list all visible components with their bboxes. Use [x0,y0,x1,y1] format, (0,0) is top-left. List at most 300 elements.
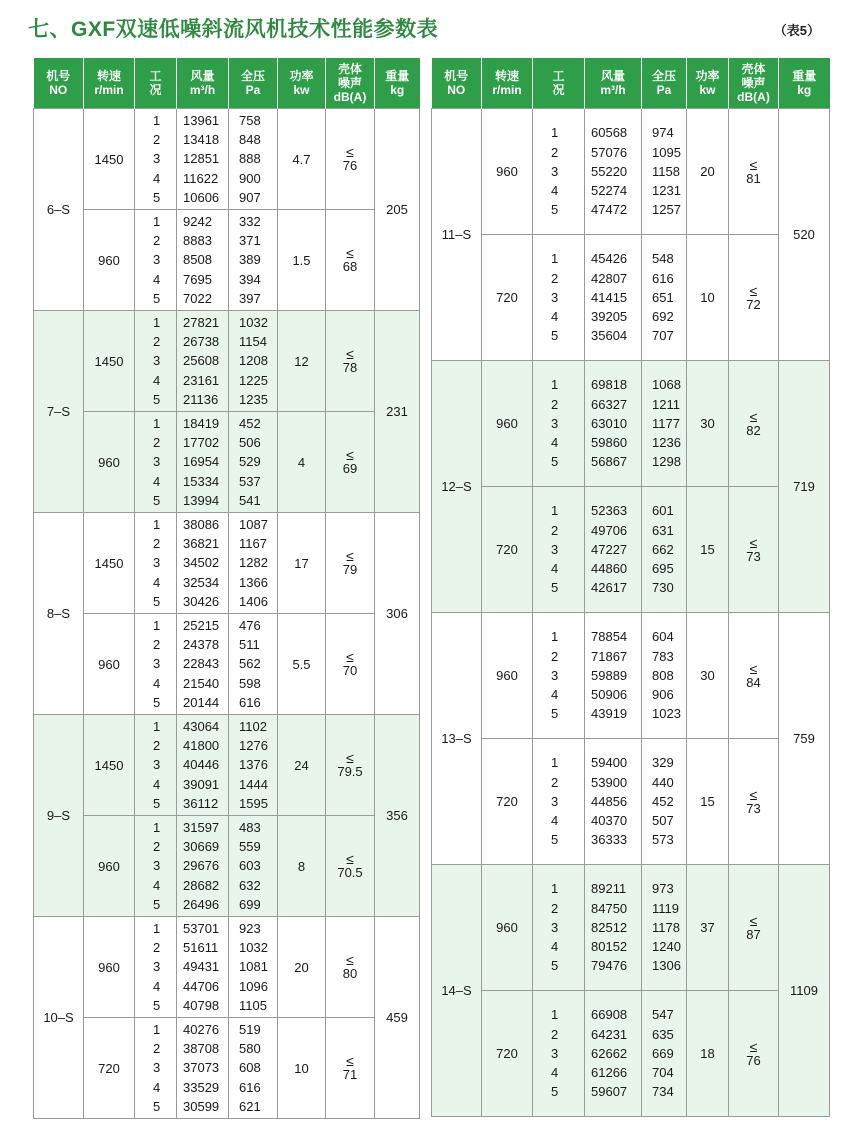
condition-value: 5 [551,1084,559,1100]
noise-value-wrap [746,914,760,942]
table-row [432,235,830,361]
airflow-value: 89211 [591,881,627,897]
speed-cell: 1450 [84,513,135,614]
airflow-value: 13961 [183,112,220,128]
noise-cell [729,235,779,361]
airflow-value: 59607 [591,1084,628,1100]
airflow-list [177,210,229,311]
header-power: 功率 kw [687,58,729,109]
condition-value: 5 [153,189,161,205]
noise-le-symbol: ≤ [346,1053,354,1069]
airflow-value: 55220 [591,163,628,179]
pressure-value: 632 [239,877,261,893]
airflow-list [177,715,229,816]
pressure-value: 662 [652,541,674,557]
airflow-value: 59860 [591,435,628,451]
table-row [432,109,830,235]
noise-cell [729,361,779,487]
condition-value: 2 [551,648,559,664]
condition-value: 1 [551,125,559,141]
table-row [34,311,420,412]
condition-value: 5 [153,593,161,609]
airflow-list [585,361,642,487]
table-row [34,614,420,715]
model-cell: 9–S [34,715,84,917]
airflow-value: 66908 [591,1007,628,1023]
header-condition: 工 况 [135,58,177,109]
condition-list [533,991,585,1117]
pressure-value: 1406 [239,593,268,609]
condition-value: 1 [153,112,161,128]
condition-value: 4 [551,1065,559,1081]
pressure-value: 1240 [652,939,681,955]
airflow-value: 27821 [183,314,220,330]
airflow-value: 45426 [591,251,628,267]
airflow-value: 9242 [183,213,212,229]
condition-list [533,235,585,361]
pressure-value: 452 [652,793,674,809]
airflow-value: 31597 [183,819,220,835]
noise-le-symbol: ≤ [749,408,758,425]
airflow-value: 49706 [591,522,628,538]
noise-value: 78 [342,360,358,375]
airflow-value: 38708 [183,1041,220,1057]
airflow-value: 69818 [591,377,628,393]
airflow-value: 57076 [591,144,628,160]
table-row [432,613,830,739]
condition-list [135,412,177,513]
noise-le-symbol: ≤ [346,346,354,362]
noise-value-wrap [746,410,760,438]
airflow-value: 71867 [591,648,628,664]
condition-value: 2 [153,334,161,350]
pressure-value: 906 [652,687,674,703]
pressure-list [229,816,278,917]
noise-value: 72 [746,296,761,312]
model-cell: 10–S [34,917,84,1119]
airflow-value: 51611 [183,940,219,956]
noise-le-symbol: ≤ [346,144,354,160]
condition-value: 1 [551,251,559,267]
condition-value: 3 [551,793,559,809]
airflow-value: 60568 [591,125,628,141]
header-model: 机号 NO [34,58,84,109]
pressure-value: 329 [652,755,674,771]
pressure-value: 601 [652,503,674,519]
condition-value: 3 [153,858,161,874]
condition-value: 4 [551,309,559,325]
header-speed: 转速 r/min [84,58,135,109]
condition-value: 2 [153,233,161,249]
pressure-value: 1023 [652,706,681,722]
condition-value: 3 [153,1060,161,1076]
noise-value-wrap [343,145,357,173]
condition-list [135,109,177,210]
condition-value: 4 [153,978,161,994]
spec-table-right [431,58,830,1117]
condition-value: 5 [153,694,161,710]
condition-value: 2 [153,1041,161,1057]
table-row [432,361,830,487]
speed-cell: 960 [482,865,533,991]
condition-value: 1 [153,415,161,431]
noise-le-symbol: ≤ [749,912,758,929]
pressure-value: 651 [652,289,674,305]
pressure-value: 631 [652,522,674,538]
airflow-value: 59400 [591,755,628,771]
condition-value: 5 [153,896,161,912]
header-condition: 工 况 [533,58,585,109]
condition-value: 4 [551,939,559,955]
speed-cell: 1450 [84,311,135,412]
condition-value: 5 [551,454,559,470]
noise-value-wrap [337,852,362,880]
pressure-value: 1208 [239,353,268,369]
condition-value: 2 [551,144,559,160]
condition-list [533,865,585,991]
airflow-value: 59889 [591,667,628,683]
speed-cell: 720 [482,235,533,361]
model-cell: 11–S [432,109,482,361]
airflow-value: 11622 [183,170,219,186]
condition-value: 4 [153,473,161,489]
pressure-list [229,715,278,816]
weight-cell: 759 [779,613,830,865]
condition-value: 1 [153,819,161,835]
header-weight: 重量 kg [779,58,830,109]
airflow-value: 26496 [183,896,220,912]
model-cell: 8–S [34,513,84,715]
condition-value: 2 [153,435,161,451]
noise-le-symbol: ≤ [346,447,354,463]
pressure-value: 452 [239,415,261,431]
airflow-value: 56867 [591,454,628,470]
pressure-value: 616 [239,1079,261,1095]
pressure-value: 1068 [652,377,681,393]
condition-value: 4 [551,687,559,703]
condition-value: 3 [153,454,161,470]
pressure-value: 1154 [239,334,267,350]
airflow-value: 18419 [183,415,220,431]
pressure-value: 537 [239,473,261,489]
condition-value: 4 [551,561,559,577]
condition-value: 2 [551,522,559,538]
pressure-value: 974 [652,125,674,141]
noise-cell [326,311,375,412]
noise-le-symbol: ≤ [346,952,354,968]
pressure-value: 1102 [239,718,267,734]
airflow-value: 17702 [183,435,220,451]
noise-value-wrap [746,1040,760,1068]
condition-value: 1 [153,213,161,229]
condition-value: 5 [153,492,161,508]
pressure-value: 1032 [239,314,268,330]
noise-value: 76 [746,1052,761,1068]
power-cell: 1.5 [278,210,326,311]
pressure-value: 604 [652,629,674,645]
airflow-value: 29676 [183,858,220,874]
pressure-value: 608 [239,1060,261,1076]
table-row [432,991,830,1117]
condition-value: 3 [153,353,161,369]
airflow-value: 78854 [591,629,628,645]
pressure-value: 888 [239,151,261,167]
power-cell: 30 [687,361,729,487]
table-row [34,210,420,311]
airflow-list [177,109,229,210]
condition-value: 3 [153,555,161,571]
airflow-value: 53900 [591,774,628,790]
pressure-value: 1095 [652,144,681,160]
airflow-value: 36112 [183,795,219,811]
condition-value: 4 [153,574,161,590]
pressure-value: 704 [652,1065,674,1081]
airflow-value: 47227 [591,541,628,557]
power-cell: 30 [687,613,729,739]
speed-cell: 1450 [84,715,135,816]
power-cell: 18 [687,991,729,1117]
weight-cell: 459 [375,917,420,1119]
condition-value: 2 [551,396,559,412]
model-cell: 12–S [432,361,482,613]
condition-list [135,311,177,412]
noise-le-symbol: ≤ [749,786,758,803]
noise-value: 82 [746,422,761,438]
noise-value-wrap [343,650,357,678]
airflow-value: 39205 [591,309,628,325]
pressure-value: 559 [239,839,261,855]
noise-cell [326,210,375,311]
noise-value: 79 [342,562,358,577]
pressure-list [642,109,687,235]
weight-cell: 356 [375,715,420,917]
noise-cell [326,816,375,917]
pressure-value: 1276 [239,738,268,754]
weight-cell: 306 [375,513,420,715]
noise-cell [729,991,779,1117]
condition-value: 1 [551,629,559,645]
condition-value: 1 [153,516,161,532]
pressure-value: 900 [239,170,261,186]
pressure-value: 1087 [239,516,268,532]
airflow-value: 21540 [183,675,220,691]
airflow-value: 28682 [183,877,220,893]
noise-value-wrap [746,788,760,816]
airflow-list [177,311,229,412]
table-row [34,1018,420,1119]
noise-value: 80 [342,966,358,981]
condition-value: 5 [551,580,559,596]
noise-cell [326,109,375,210]
airflow-value: 44706 [183,978,220,994]
table-header-row [34,58,420,109]
table-row [34,715,420,816]
noise-le-symbol: ≤ [749,660,758,677]
airflow-value: 24378 [183,637,220,653]
airflow-value: 38086 [183,516,220,532]
airflow-value: 36333 [591,832,628,848]
airflow-value: 16954 [183,454,220,470]
header-pressure: 全压 Pa [642,58,687,109]
speed-cell: 960 [482,361,533,487]
condition-value: 3 [551,667,559,683]
condition-value: 4 [551,183,559,199]
airflow-value: 43064 [183,718,220,734]
pressure-value: 389 [239,252,261,268]
airflow-list [585,991,642,1117]
airflow-value: 47472 [591,202,628,218]
noise-le-symbol: ≤ [346,750,354,766]
airflow-value: 30426 [183,593,220,609]
pressure-value: 1298 [652,454,681,470]
noise-value-wrap [746,536,760,564]
airflow-value: 53701 [183,920,220,936]
pressure-value: 734 [652,1084,674,1100]
pressure-list [229,109,278,210]
pressure-value: 730 [652,580,674,596]
airflow-value: 40798 [183,997,220,1013]
pressure-value: 476 [239,617,261,633]
pressure-list [642,235,687,361]
airflow-value: 13418 [183,132,220,148]
airflow-value: 50906 [591,687,628,703]
power-cell: 15 [687,739,729,865]
condition-value: 4 [153,675,161,691]
condition-list [135,917,177,1018]
noise-value: 79.5 [337,764,363,779]
condition-value: 4 [551,813,559,829]
table-row [432,487,830,613]
pressure-value: 541 [239,492,261,508]
power-cell: 4.7 [278,109,326,210]
model-cell: 7–S [34,311,84,513]
noise-value-wrap [343,448,357,476]
spec-table-left [33,58,420,1119]
condition-value: 5 [551,958,559,974]
weight-cell: 231 [375,311,420,513]
condition-list [533,109,585,235]
noise-value-wrap [343,246,357,274]
weight-cell: 1109 [779,865,830,1117]
table-row [34,109,420,210]
condition-value: 5 [551,832,559,848]
condition-value: 3 [551,289,559,305]
pressure-value: 580 [239,1041,261,1057]
condition-value: 2 [551,270,559,286]
noise-cell [326,917,375,1018]
airflow-value: 52363 [591,503,628,519]
condition-value: 5 [153,997,161,1013]
pressure-value: 529 [239,454,261,470]
condition-value: 1 [153,718,161,734]
condition-value: 1 [153,1021,161,1037]
pressure-value: 1032 [239,940,268,956]
condition-value: 1 [551,377,559,393]
pressure-value: 511 [239,637,260,653]
airflow-value: 63010 [591,415,628,431]
airflow-value: 34502 [183,555,220,571]
airflow-list [585,739,642,865]
speed-cell: 960 [482,613,533,739]
pressure-value: 1306 [652,958,681,974]
condition-value: 4 [153,170,161,186]
airflow-value: 15334 [183,473,220,489]
pressure-value: 562 [239,656,261,672]
pressure-value: 692 [652,309,674,325]
noise-value-wrap [343,953,357,981]
pressure-value: 1282 [239,555,268,571]
condition-value: 1 [153,314,161,330]
condition-value: 5 [551,328,559,344]
airflow-value: 22843 [183,656,220,672]
pressure-value: 519 [239,1021,261,1037]
header-speed: 转速 r/min [482,58,533,109]
airflow-value: 26738 [183,334,220,350]
noise-cell [326,614,375,715]
condition-value: 1 [551,503,559,519]
power-cell: 10 [687,235,729,361]
noise-cell [326,715,375,816]
pressure-value: 1178 [652,919,680,935]
power-cell: 12 [278,311,326,412]
pressure-list [229,513,278,614]
condition-value: 5 [153,1098,161,1114]
airflow-value: 64231 [591,1026,628,1042]
condition-value: 4 [551,435,559,451]
condition-value: 1 [551,755,559,771]
pressure-value: 397 [239,290,261,306]
noise-value-wrap [343,549,357,577]
condition-value: 5 [153,795,161,811]
condition-value: 5 [551,202,559,218]
pressure-value: 1236 [652,435,681,451]
power-cell: 15 [687,487,729,613]
header-noise: 壳体 噪声 dB(A) [729,58,779,109]
pressure-value: 603 [239,858,261,874]
condition-value: 4 [153,776,161,792]
table-number: （表5） [773,23,820,38]
header-weight: 重量 kg [375,58,420,109]
speed-cell: 960 [482,109,533,235]
pressure-value: 758 [239,112,261,128]
airflow-list [177,614,229,715]
airflow-value: 21136 [183,391,219,407]
pressure-list [642,865,687,991]
pressure-list [642,739,687,865]
airflow-value: 13994 [183,492,220,508]
pressure-value: 1119 [652,900,679,916]
pressure-list [642,991,687,1117]
condition-value: 2 [153,132,161,148]
condition-value: 4 [153,877,161,893]
speed-cell: 960 [84,917,135,1018]
pressure-value: 669 [652,1045,674,1061]
speed-cell: 960 [84,412,135,513]
airflow-value: 30599 [183,1098,220,1114]
condition-value: 3 [551,415,559,431]
pressure-value: 1257 [652,202,681,218]
power-cell: 20 [278,917,326,1018]
power-cell: 37 [687,865,729,991]
weight-cell: 520 [779,109,830,361]
airflow-value: 52274 [591,183,628,199]
pressure-value: 1231 [652,183,681,199]
table-row [34,917,420,1018]
airflow-value: 39091 [183,776,220,792]
pressure-list [229,614,278,715]
speed-cell: 960 [84,816,135,917]
condition-value: 1 [153,617,161,633]
